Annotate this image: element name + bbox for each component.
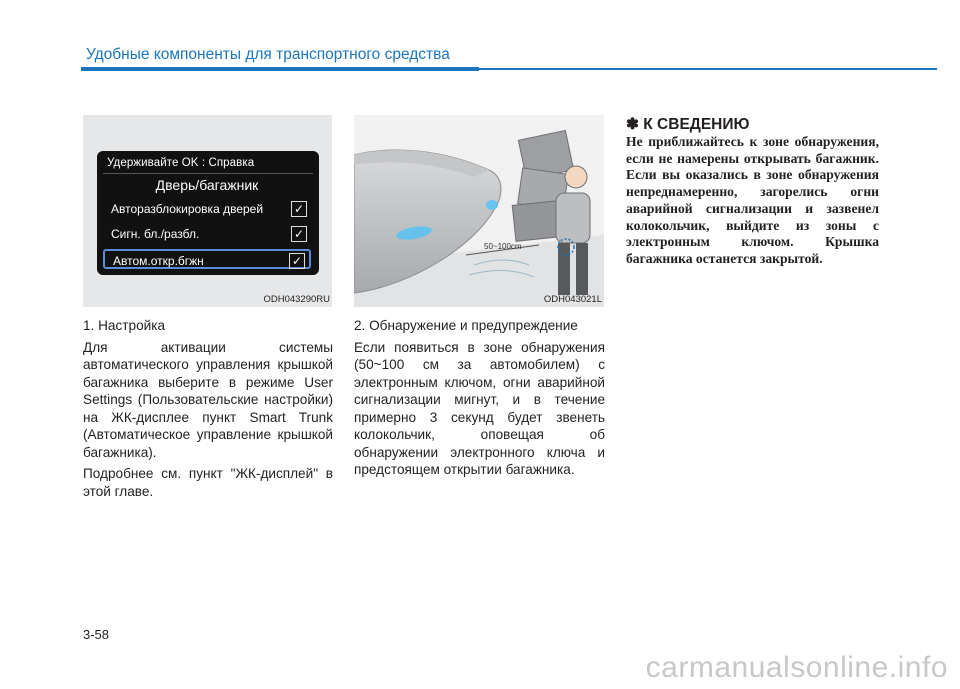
settings-reference: Подробнее см. пункт "ЖК-дисплей" в этой главе. xyxy=(83,466,333,499)
checkbox-icon: ✓ xyxy=(291,226,307,242)
lcd-hint: Удерживайте OK : Справка xyxy=(107,157,255,169)
distance-label: 50~100cm xyxy=(484,242,522,251)
lcd-row-label: Сигн. бл./разбл. xyxy=(111,227,200,241)
checkbox-icon: ✓ xyxy=(289,253,305,269)
detection-column xyxy=(354,317,605,483)
lcd-menu-title: Дверь/багажник xyxy=(155,177,259,193)
header-rule-thin xyxy=(479,68,937,70)
note-body: Не приближайтесь к зоне обнаружения, если не намерены открывать багажник. Если вы оказались в зоне обнаружения непреднамеренно, загорелись огни аварийной сигнализации и зазвенел колокольчик, выйдите из зоны с электронным ключом. Крышка багажника останется закрытой. xyxy=(626,134,879,266)
lcd-screen xyxy=(97,151,319,275)
lcd-row-label: Авторазблокировка дверей xyxy=(111,202,264,216)
detection-paragraph: Если появиться в зоне обнаружения (50~100 см за автомобилем) с электронным ключом, огни аварийной сигнализации мигнут, и в течение примерно 3 секунд будет звенеть колокольчик, оповещая об обнаружении электронного ключа и предстоящем открытии багажника. xyxy=(354,339,605,477)
lcd-divider xyxy=(103,173,313,174)
detection-heading: 2. Обнаружение и предупреждение xyxy=(354,318,578,333)
watermark: carmanualsonline.info xyxy=(645,651,948,684)
page-number: 3-58 xyxy=(83,627,110,642)
figure-code: ODH043021L xyxy=(543,294,602,305)
lcd-menu-row-selected xyxy=(103,249,311,269)
header-rule-thick xyxy=(81,67,479,71)
note-title: ✽ К СВЕДЕНИЮ xyxy=(626,116,750,133)
trunk-detection-figure xyxy=(354,115,604,307)
trunk-illustration xyxy=(354,115,604,307)
lcd-menu-row xyxy=(103,224,311,244)
settings-heading: 1. Настройка xyxy=(83,318,166,333)
settings-column xyxy=(83,317,333,504)
figure-code: ODH043290RU xyxy=(263,294,330,305)
lcd-row-label: Автом.откр.бгжн xyxy=(113,254,204,268)
section-header-title: Удобные компоненты для транспортного средства xyxy=(86,46,450,63)
checkbox-icon: ✓ xyxy=(291,201,307,217)
lcd-settings-figure xyxy=(83,115,332,307)
settings-paragraph: Для активации системы автоматического управления крышкой багажника выберите в режиме User Settings (Пользовательские настройки) на ЖК-дисплее пункт Smart Trunk (Автоматическое управление крышкой багажника). xyxy=(83,339,333,460)
lcd-menu-row xyxy=(103,199,311,219)
section-header-rule xyxy=(81,67,937,71)
